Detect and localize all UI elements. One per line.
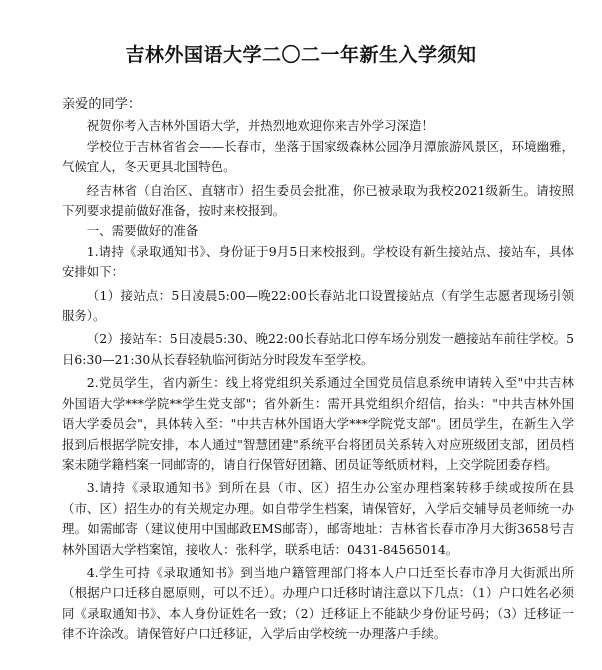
item-archives: 3.请持《录取通知书》到所在县（市、区）招生办公室办理档案转移手续或按所在县（市、区）招生办的有关规定办理。如自带学生档案，请保管好，入学后交辅导员老师统一办理。如需邮寄（建议使用中国邮政EMS邮寄），邮寄地址：吉林省长春市净月大街3658号吉林外国语大学档案馆，接收人：张科学，联系电话：0431-84565014。: [62, 480, 574, 557]
item-household-registration: 4.学生可持《录取通知书》到当地户籍管理部门将本人户口迁至长春市净月大街派出所（根据户口迁移自愿原则，可以不迁）。办理户口迁移时请注意以下几点：（1）户口姓名必须同《录取通知书》、本人身份证姓名一致；（2）迁移证上不能缺少身份证号码；（3）迁移证一律不许涂改。请保管好户口迁移证，入学后由学校统一办理落户手续。: [62, 564, 574, 642]
notice-body: [62, 95, 574, 645]
greeting: 亲爱的同学：: [62, 97, 142, 112]
section-heading: 一、需要做好的准备: [86, 223, 199, 239]
item-pickup-bus: （2）接站车：5日凌晨5:30、晚22:00长春站北口停车场分别发一趟接站车前往学校。5日6:30—21:30从长春轻轨临河街站分时段发车至学校。: [62, 331, 574, 367]
item-party-league: 2.党员学生，省内新生：线上将党组织关系通过全国党员信息系统申请转入至"中共吉林外国语大学***学院**学生党支部"；省外新生：需开具党组织介绍信，抬头："中共吉林外国语大学委员会"，具体转入至："中共吉林外国语大学***学院党支部"。团员学生，在新生入学报到后根据学院安排，本人通过"智慧团建"系统平台将团员关系转入对应班级团支部，团员档案未随学籍档案一同邮寄的，请自行保管好团籍、团员证等纸质材料，上交学院团委存档。: [62, 375, 574, 472]
item-pickup-point: （1）接站点：5日凌晨5:00—晚22:00长春站北口设置接站点（有学生志愿者现场引领服务）。: [62, 287, 574, 324]
campus-paragraph: 学校位于吉林省省会——长春市，坐落于国家级森林公园净月潭旅游风景区，环境幽雅，气候宜人，冬天更具北国特色。: [62, 138, 574, 175]
admission-paragraph: 经吉林省（自治区、直辖市）招生委员会批准，你已被录取为我校2021级新生。请按照下列要求提前做好准备，按时来校报到。: [62, 182, 574, 219]
intro-paragraph: 祝贺你考入吉林外国语大学，并热烈地欢迎你来吉外学习深造！: [86, 118, 434, 134]
page-title: 吉林外国语大学二〇二一年新生入学须知: [125, 44, 477, 66]
item-registration: 1.请持《录取通知书》、身份证于9月5日来校报到。学校设有新生接站点、接站车，具体安排如下：: [62, 243, 574, 280]
